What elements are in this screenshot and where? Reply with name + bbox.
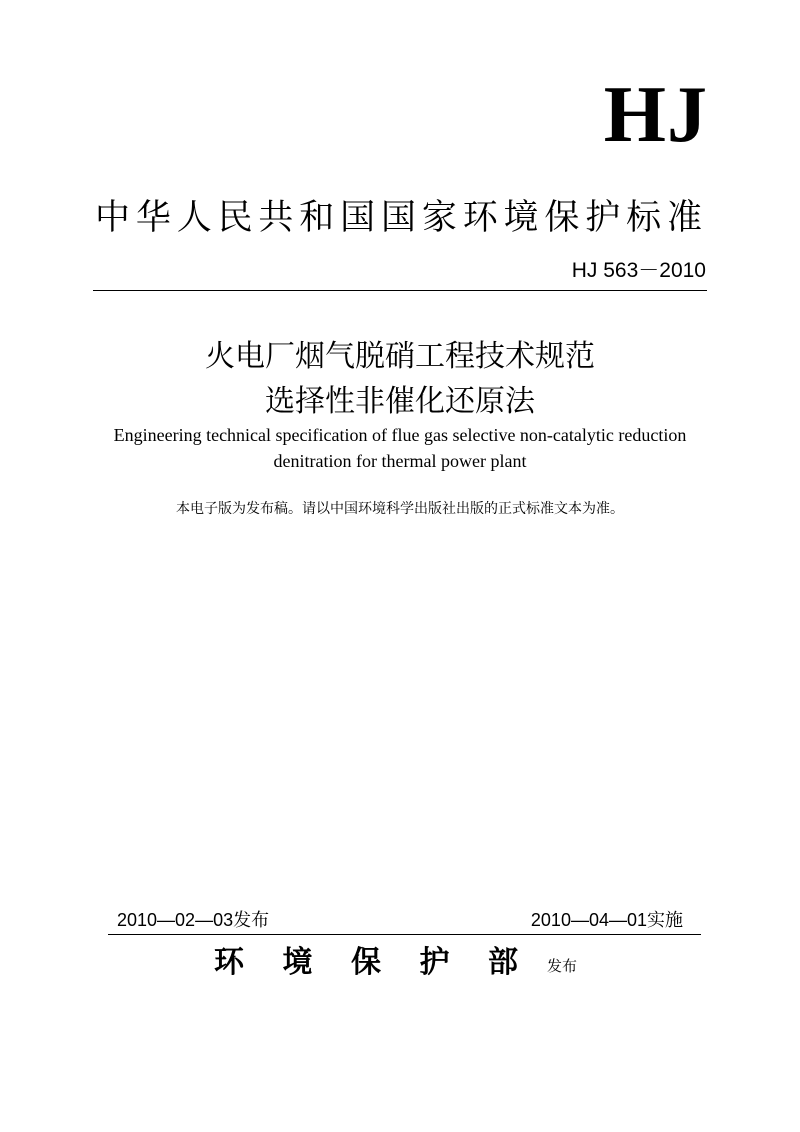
standard-code: HJ 563－2010 <box>571 259 706 282</box>
hj-logo: HJ <box>603 71 708 159</box>
top-divider <box>93 290 707 291</box>
title-line-2: 选择性非催化还原法 <box>265 384 535 419</box>
publish-label: 发布 <box>547 957 578 975</box>
bottom-divider <box>108 934 701 935</box>
electronic-version-note: 本电子版为发布稿。请以中国环境科学出版社出版的正式标准文本为准。 <box>176 501 624 517</box>
issuer-title: 中华人民共和国国家环境保护标准 <box>95 198 705 238</box>
issue-date: 2010—02—03发布 <box>117 910 270 930</box>
title-line-1: 火电厂烟气脱硝工程技术规范 <box>205 339 595 374</box>
english-title-line-1: Engineering technical specification of flue gas selective non-catalytic reduction <box>113 425 687 445</box>
english-title-line-2: denitration for thermal power plant <box>273 451 527 471</box>
implement-date: 2010—04—01实施 <box>530 910 683 930</box>
ministry-name: 环 境 保 护 部 <box>214 945 518 980</box>
